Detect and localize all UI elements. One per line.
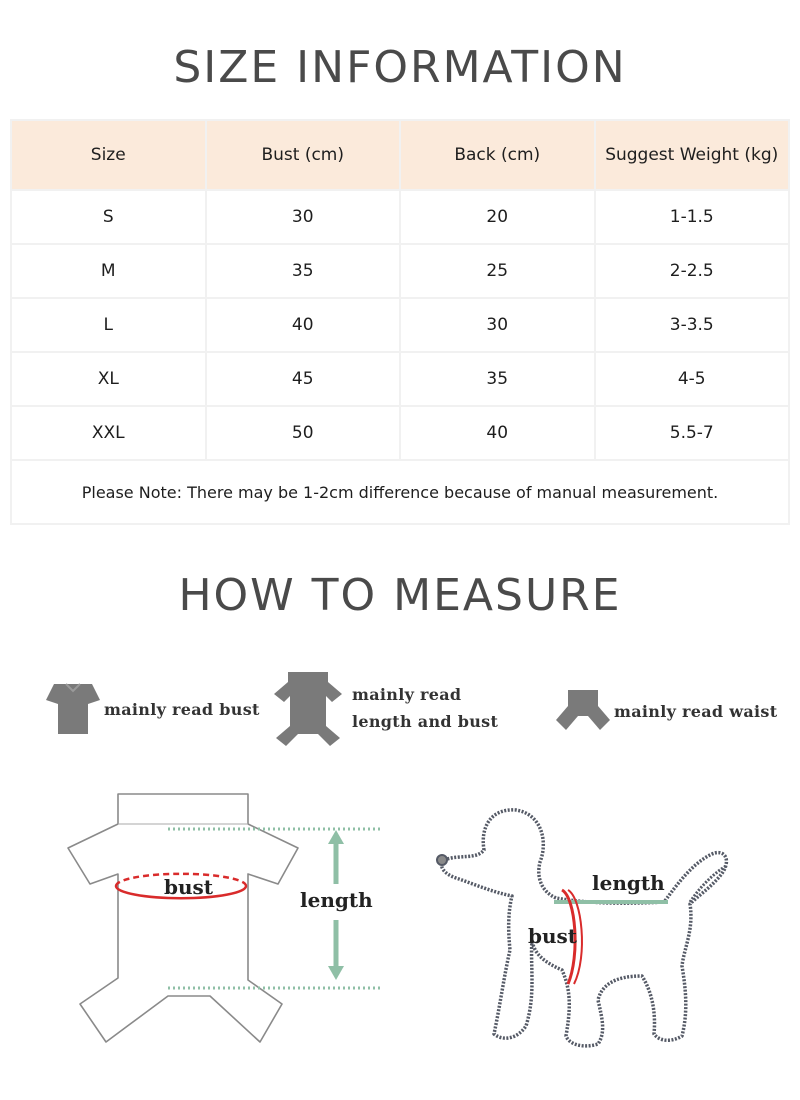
header-size: Size [11, 120, 206, 190]
cell-bust: 30 [206, 190, 401, 244]
legend-item-waist [554, 686, 777, 736]
cell-weight: 3-3.5 [595, 298, 790, 352]
cell-bust: 45 [206, 352, 401, 406]
measure-icon-legend [0, 668, 800, 758]
garment-outline [68, 794, 298, 1042]
cell-back: 30 [400, 298, 595, 352]
legend-item-bust [44, 682, 260, 736]
dog-measure-diagram [420, 780, 790, 1080]
table-row [11, 244, 789, 298]
table-row [11, 406, 789, 460]
legend-item-length-bust [270, 668, 498, 748]
garment-measure-diagram [50, 780, 400, 1080]
cell-weight: 4-5 [595, 352, 790, 406]
header-bust: Bust (cm) [206, 120, 401, 190]
cell-size: M [11, 244, 206, 298]
jumpsuit-icon [270, 668, 346, 748]
legend-label-waist: mainly read waist [614, 701, 778, 721]
cell-size: L [11, 298, 206, 352]
cell-weight: 1-1.5 [595, 190, 790, 244]
cell-back: 25 [400, 244, 595, 298]
note-row [11, 460, 789, 524]
legend-label-bust: mainly read bust [104, 699, 260, 719]
cell-back: 35 [400, 352, 595, 406]
cell-size: XXL [11, 406, 206, 460]
legend-label-length-bust-line2: length and bust [352, 712, 499, 731]
cell-weight: 2-2.5 [595, 244, 790, 298]
how-to-measure-title: HOW TO MEASURE [178, 570, 622, 621]
table-row [11, 298, 789, 352]
cell-bust: 35 [206, 244, 401, 298]
dog-outline [442, 810, 727, 1046]
measurement-note: Please Note: There may be 1-2cm difference because of manual measurement. [11, 460, 789, 524]
cell-size: XL [11, 352, 206, 406]
table-row [11, 352, 789, 406]
legend-label-length-bust-line1: mainly read [352, 685, 462, 704]
garment-bust-label: bust [164, 875, 214, 899]
garment-diagram-svg [50, 780, 400, 1080]
shirt-icon [44, 682, 102, 736]
cell-back: 40 [400, 406, 595, 460]
size-table [10, 119, 790, 525]
cell-size: S [11, 190, 206, 244]
header-weight: Suggest Weight (kg) [595, 120, 790, 190]
header-back: Back (cm) [400, 120, 595, 190]
garment-length-label: length [300, 888, 373, 912]
waist-harness-icon [554, 686, 612, 736]
dog-diagram-svg [420, 780, 790, 1080]
cell-bust: 50 [206, 406, 401, 460]
cell-bust: 40 [206, 298, 401, 352]
table-row [11, 190, 789, 244]
cell-back: 20 [400, 190, 595, 244]
dog-bust-label: bust [528, 924, 578, 948]
table-header-row [11, 120, 789, 190]
size-information-title: SIZE INFORMATION [173, 42, 627, 93]
cell-weight: 5.5-7 [595, 406, 790, 460]
dog-length-label: length [592, 871, 665, 895]
